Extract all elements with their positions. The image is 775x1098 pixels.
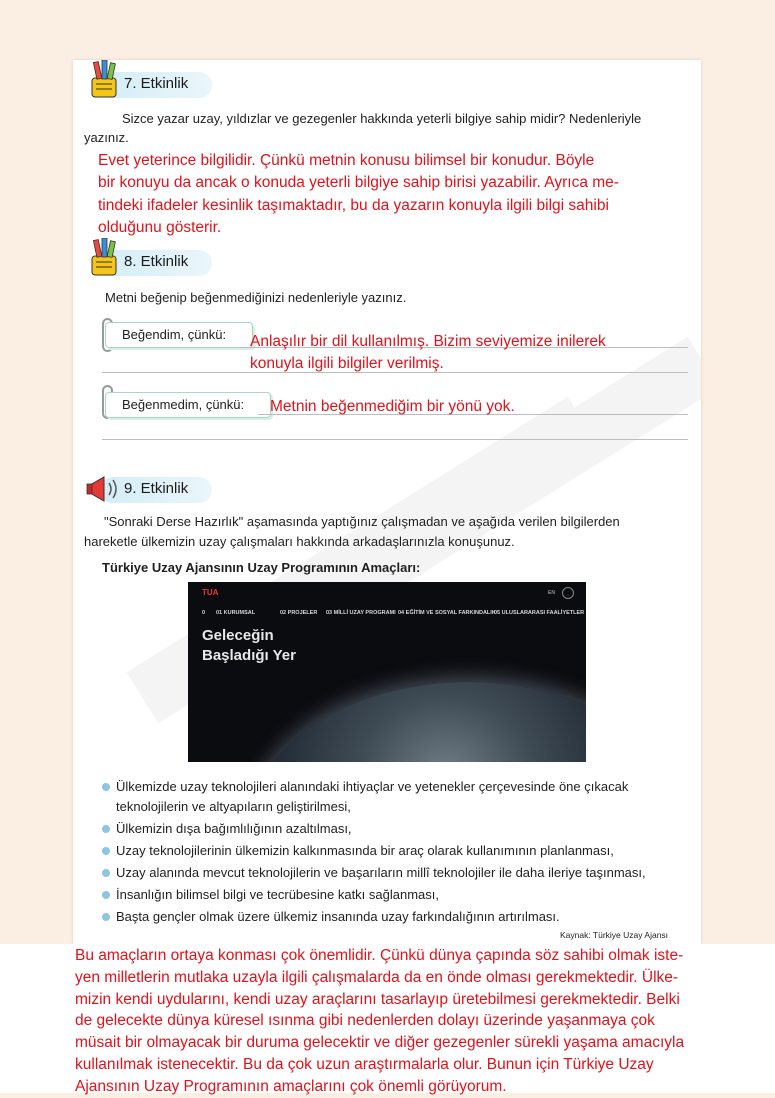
answer-line [102, 439, 688, 440]
activity9-intro-line-2: hareketle ülkemizin uzay çalışmaları hakkında arkadaşlarınızla konuşunuz. [84, 534, 515, 549]
bullet-2: Ülkemizin dışa bağımlılığının azaltılması, [116, 821, 352, 836]
menu-item-5: 05 ULUSLARARASI FAALİYETLER [494, 610, 585, 616]
disliked-label: Beğenmedim, çünkü: [105, 392, 271, 418]
tua-website-image [188, 582, 586, 762]
bullet-icon [102, 913, 110, 921]
bullet-1-line-1: Ülkemizde uzay teknolojileri alanındaki ihtiyaçlar ve yetenekler çerçevesinde öne çıkacak [116, 779, 629, 794]
bullet-icon [102, 891, 110, 899]
activity7-title: 7. Etkinlik [124, 75, 189, 92]
bullet-4: Uzay alanında mevcut teknolojilerin ve başarıların millî teknolojiler ile daha ileriye taşınması, [116, 865, 646, 880]
tua-logo: TUA [202, 588, 219, 597]
menu-item-2: 02 PROJELER [280, 610, 318, 616]
activity7-question-line-1: Sizce yazar uzay, yıldızlar ve gezegenler hakkında yeterli bilgiye sahip midir? Nedenleriyle [122, 111, 642, 126]
activity7-answer-line-4: olduğunu gösterir. [98, 219, 222, 236]
liked-answer-line-2: konuyla ilgili bilgiler verilmiş. [250, 355, 444, 372]
pencil-cup-icon [84, 60, 124, 100]
disliked-answer: Metnin beğenmediğim bir yönü yok. [270, 398, 515, 415]
activity8-question: Metni beğenip beğenmediğinizi nedenleriyle yazınız. [105, 290, 407, 305]
liked-label: Beğendim, çünkü: [105, 322, 253, 348]
menu-item-1: 01 KURUMSAL [216, 610, 256, 616]
megaphone-icon [84, 472, 124, 506]
bullet-3: Uzay teknolojilerinin ülkemizin kalkınmasında bir araç olarak kullanımının planlanması, [116, 843, 614, 858]
bullet-icon [102, 869, 110, 877]
language-toggle: EN [548, 590, 555, 596]
activity8-title: 8. Etkinlik [124, 253, 189, 270]
activity7-answer-line-3: tindeki ifadeler kesinlik taşımaktadır, bu da yazarın konuyla ilgili bilgi sahibi [98, 197, 609, 214]
hero-headline-line-1: Geleceğin [202, 627, 274, 644]
activity7-question-line-2: yazınız. [84, 130, 129, 145]
activity9-answer-line-1: Bu amaçların ortaya konması çok önemlidir. Çünkü dünya çapında söz sahibi olmak iste- [75, 947, 684, 964]
activity9-answer-line-6: kullanılmak istenecektir. Bu da çok uzun araştırmalarla olur. Bunun için Türkiye Uzay [75, 1055, 654, 1073]
bullet-icon [102, 825, 110, 833]
menu-item-4: 04 EĞİTİM VE SOSYAL FARKINDALIK [398, 610, 496, 616]
menu-zero: 0 [202, 610, 206, 616]
activity9-answer-line-4: de gelecekte dünya küresel ısınma gibi nedenlerden dolayı üzerinde yaşanmaya çok [75, 1012, 655, 1030]
activity9-subtitle: Türkiye Uzay Ajansının Uzay Programının Amaçları: [102, 560, 421, 575]
activity7-answer-line-2: bir konuyu da ancak o konuda yeterli bilgiye sahip birisi yazabilir. Ayrıca me- [98, 174, 619, 191]
source-credit: Kaynak: Türkiye Uzay Ajansı [560, 930, 669, 940]
menu-item-3: 03 MİLLİ UZAY PROGRAMI [326, 610, 396, 616]
bullet-1-line-2: teknolojilerin ve altyapıların geliştirilmesi, [116, 799, 351, 814]
bullet-6: Başta gençler olmak üzere ülkemiz insanında uzay farkındalığının artırılması. [116, 909, 560, 924]
pencil-cup-icon [84, 238, 124, 278]
bullet-icon [102, 783, 110, 791]
activity7-answer-line-1: Evet yeterince bilgilidir. Çünkü metnin konusu bilimsel bir konudur. Böyle [98, 152, 595, 169]
activity9-answer [75, 945, 715, 1098]
hero-headline [202, 626, 296, 666]
activity9-answer-line-7: Ajansının Uzay Programının amaçlarını çok önemli görüyorum. [75, 1077, 507, 1095]
activity9-answer-line-2: yen milletlerin mutlaka uzayla ilgili çalışmalarda da en önde olması gerekmektedir. Ülke- [75, 968, 679, 986]
activity9-title: 9. Etkinlik [124, 480, 189, 497]
activity9-answer-line-3: mizin kendi uydularını, kendi uzay araçlarını tasarlayıp üretebilmesi gerekmektedir. Belki [75, 990, 680, 1008]
hero-headline-line-2: Başladığı Yer [202, 647, 296, 664]
activity9-answer-line-5: müsait bir olmayacak bir duruma gelecektir ve diğer gezegenler sürekli yaşama amacıyla [75, 1034, 685, 1052]
bullet-5: İnsanlığın bilimsel bilgi ve tecrübesine katkı sağlanması, [116, 887, 439, 902]
activity9-intro-line-1: "Sonraki Derse Hazırlık" aşamasında yaptığınız çalışmadan ve aşağıda verilen bilgilerden [104, 514, 620, 529]
bullet-icon [102, 847, 110, 855]
liked-answer-line-1: Anlaşılır bir dil kullanılmış. Bizim seviyemize inilerek [250, 333, 606, 350]
earth-image [248, 682, 586, 762]
menu-circle-icon [562, 587, 574, 599]
